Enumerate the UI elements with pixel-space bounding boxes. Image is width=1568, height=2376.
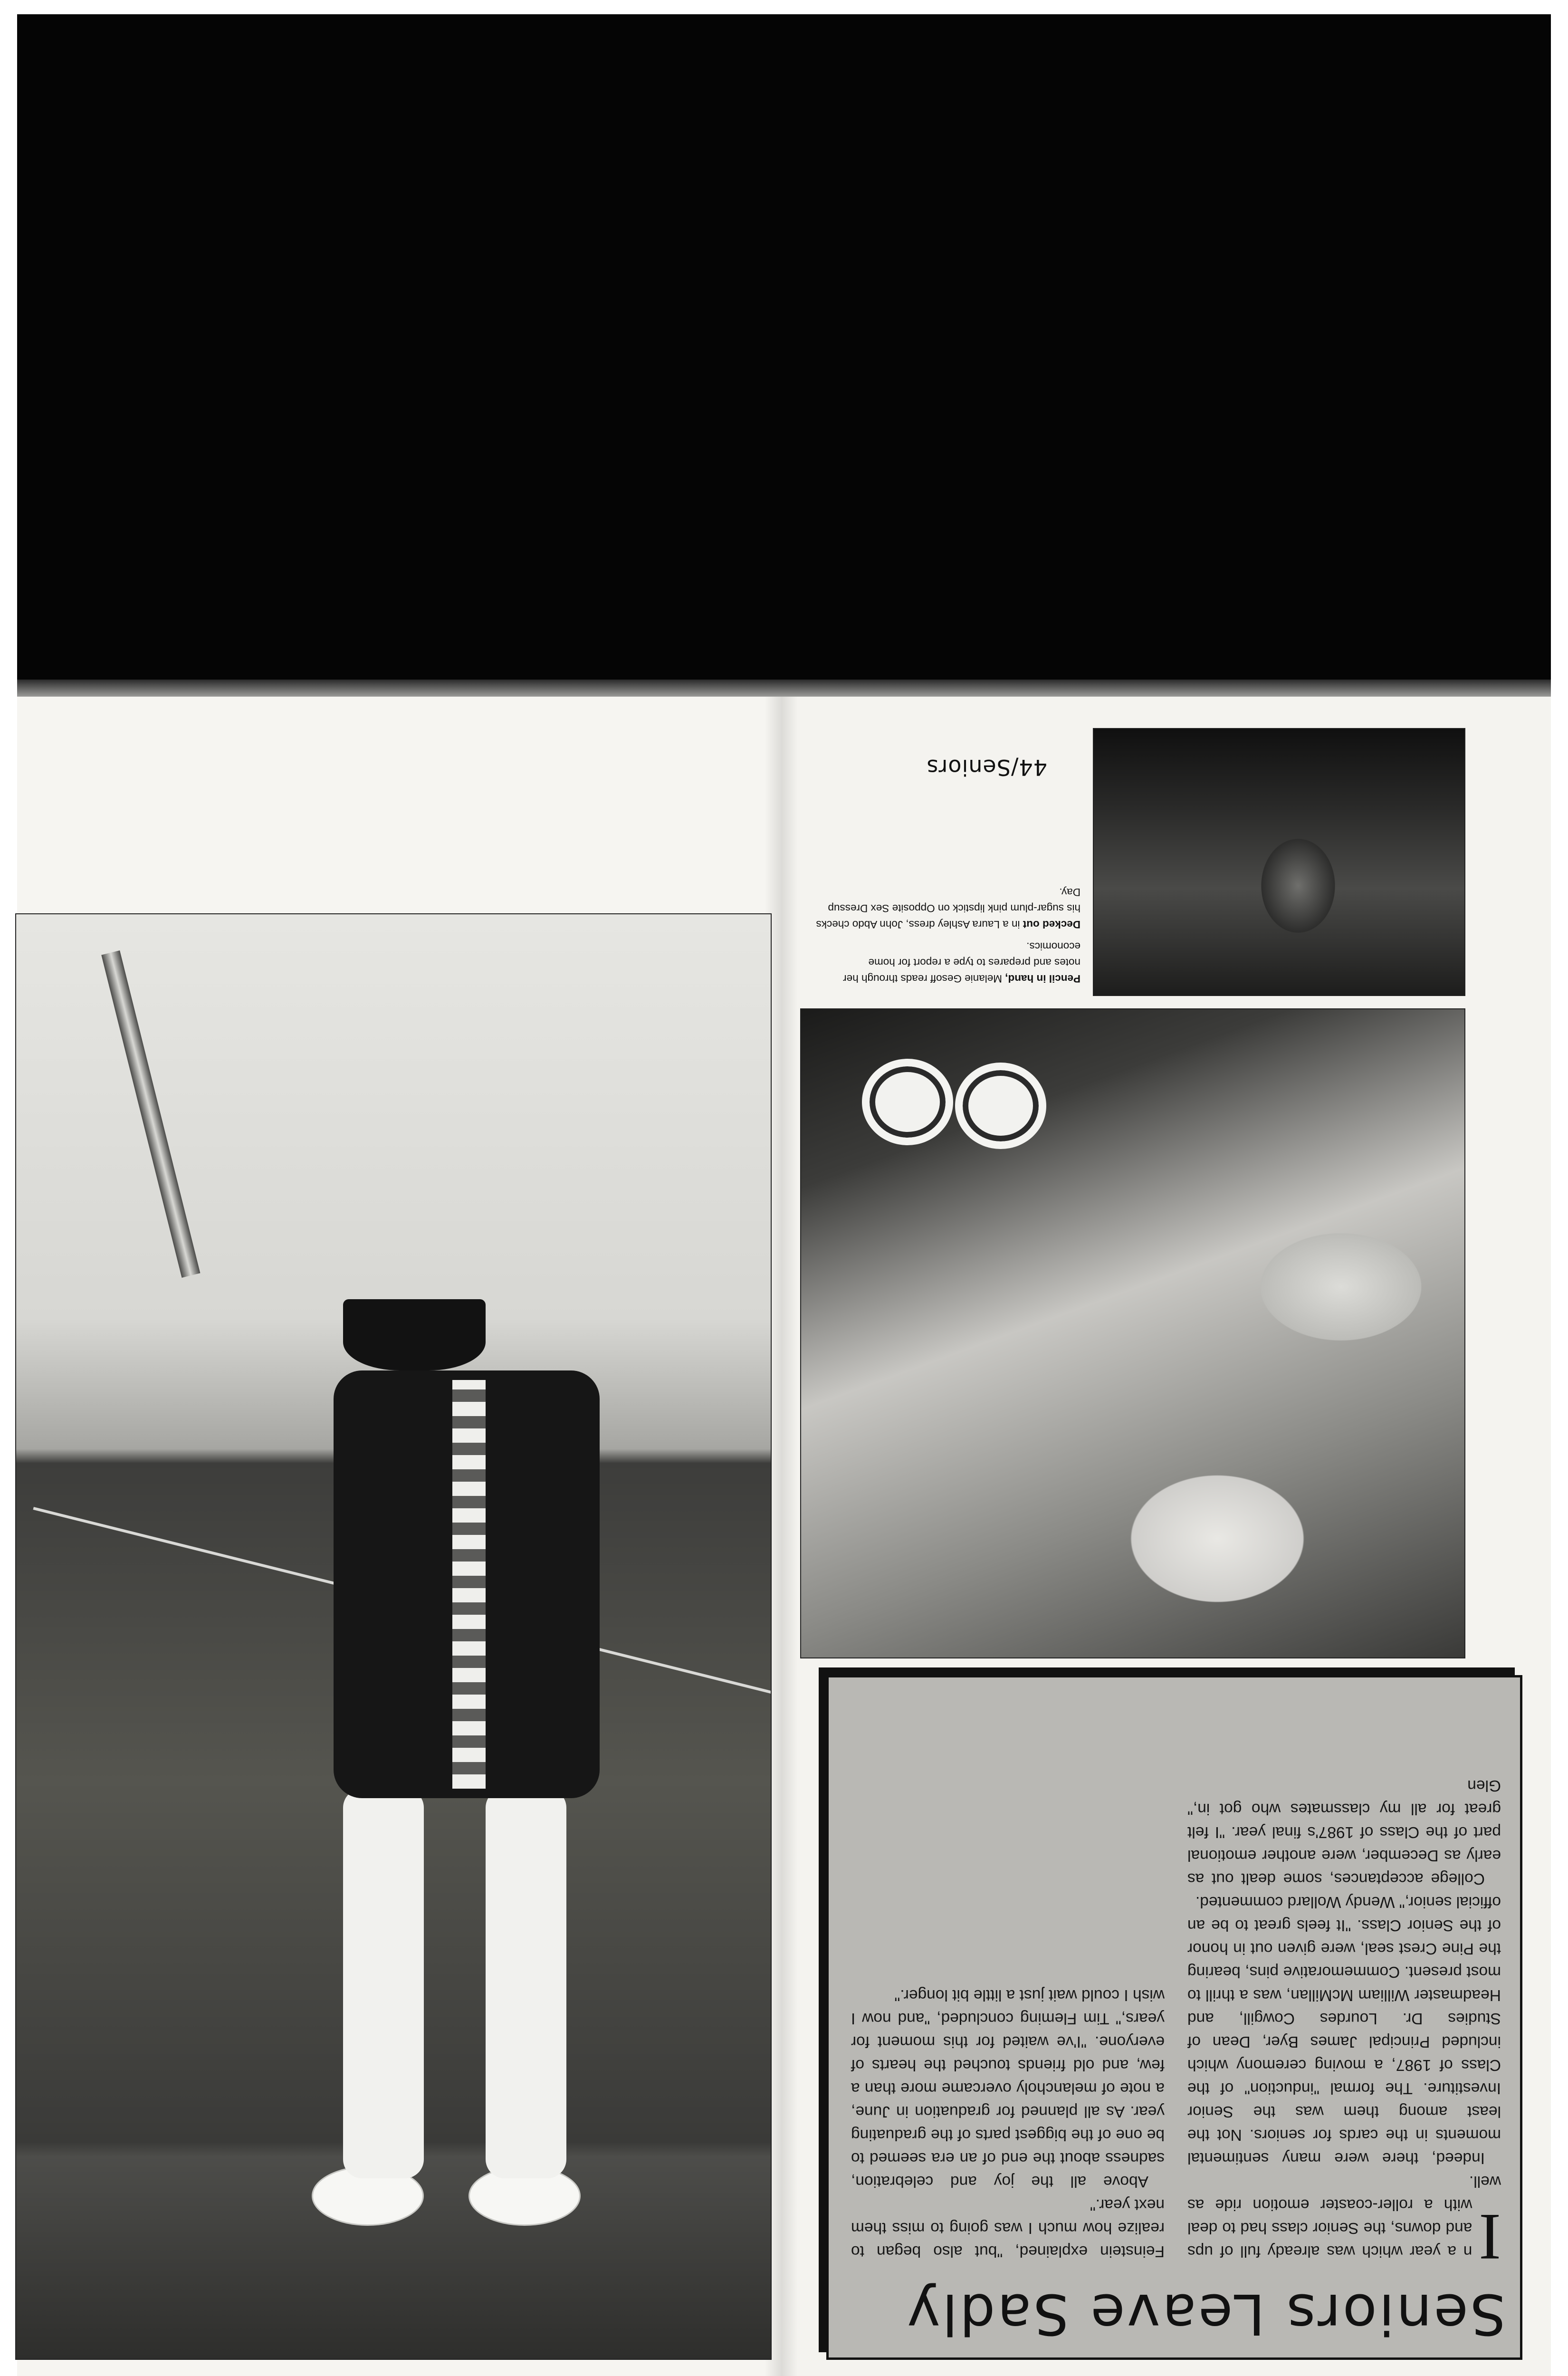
drop-cap: I (1479, 2200, 1501, 2274)
page-folio: 44/Seniors (926, 755, 1047, 780)
story-panel (826, 1675, 1522, 2276)
photo-student-typing (800, 1008, 1465, 1658)
trouser-leg (486, 1789, 566, 2178)
book-edge (17, 680, 1551, 697)
caption-2: Decked out in a Laura Ashley dress, John Abdo checks his sugar-plum pink lipstick on Opposite Sex Dressup Day. (816, 886, 1080, 930)
headline-box (826, 2271, 1522, 2360)
hat (343, 1299, 486, 1370)
photo-dressup-day (1093, 728, 1465, 996)
trouser-leg (343, 1789, 424, 2178)
headline: Seniors Leave Sadly (905, 2281, 1506, 2347)
story-paragraph: Above all the joy and celebration, sadness about the end of an era seemed to be one of the biggest parts of the graduating year. As all planned for graduation in June, a note of melancholy overcame more than a few, and old friends touched the hearts of everyone. "I've waited for this moment for years," Tim Fleming concluded, "and now I wish I could wait just a little bit longer." (851, 1986, 1165, 2190)
scanner-background (17, 14, 1551, 689)
story-paragraph: College acceptances, some dealt out as early as December, were another emotional part of the Class of 1987's final year. "I felt great for all my classmates who got in," Glen (1187, 1777, 1501, 1887)
left-page (781, 697, 1551, 2376)
story-paragraph: I n a year which was already full of ups and downs, the Senior class had to deal with a roller-coaster emotion ride as well. (1187, 2173, 1501, 2274)
photo-captions (814, 878, 1080, 987)
yearbook-spread (17, 697, 1551, 2376)
story-paragraph: Feinstein explained, "but also began to realize how much I was going to miss them next year." (851, 2196, 1165, 2260)
sunglasses-detail (866, 1068, 1046, 1149)
story-column-2 (851, 1983, 1165, 2263)
photo-drum-major (15, 913, 772, 2360)
upside-down-page (17, 697, 1551, 2376)
caption-1: Pencil in hand, Melanie Gesoff reads through her notes and prepares to type a report for home economics. (843, 940, 1080, 985)
story-column-1 (1187, 1774, 1501, 2274)
story-paragraph: Indeed, there were many sentimental moments in the cards for seniors. Not the least among them was the Senior Investiture. The formal "induction" of the Class of 1987, a moving ceremony which included Principal James Byer, Dean of Studies Dr. Lourdes Cowgill, and Headmaster William McMillan, was a thrill to most present. Commemorative pins, bearing the Pine Crest seal, were given out in honor of the Senior Class. "It feels great to be an official senior," Wendy Wollard commented. (1187, 1893, 1501, 2167)
drum-major-mace (101, 950, 200, 1278)
uniform-braid (452, 1380, 486, 1789)
